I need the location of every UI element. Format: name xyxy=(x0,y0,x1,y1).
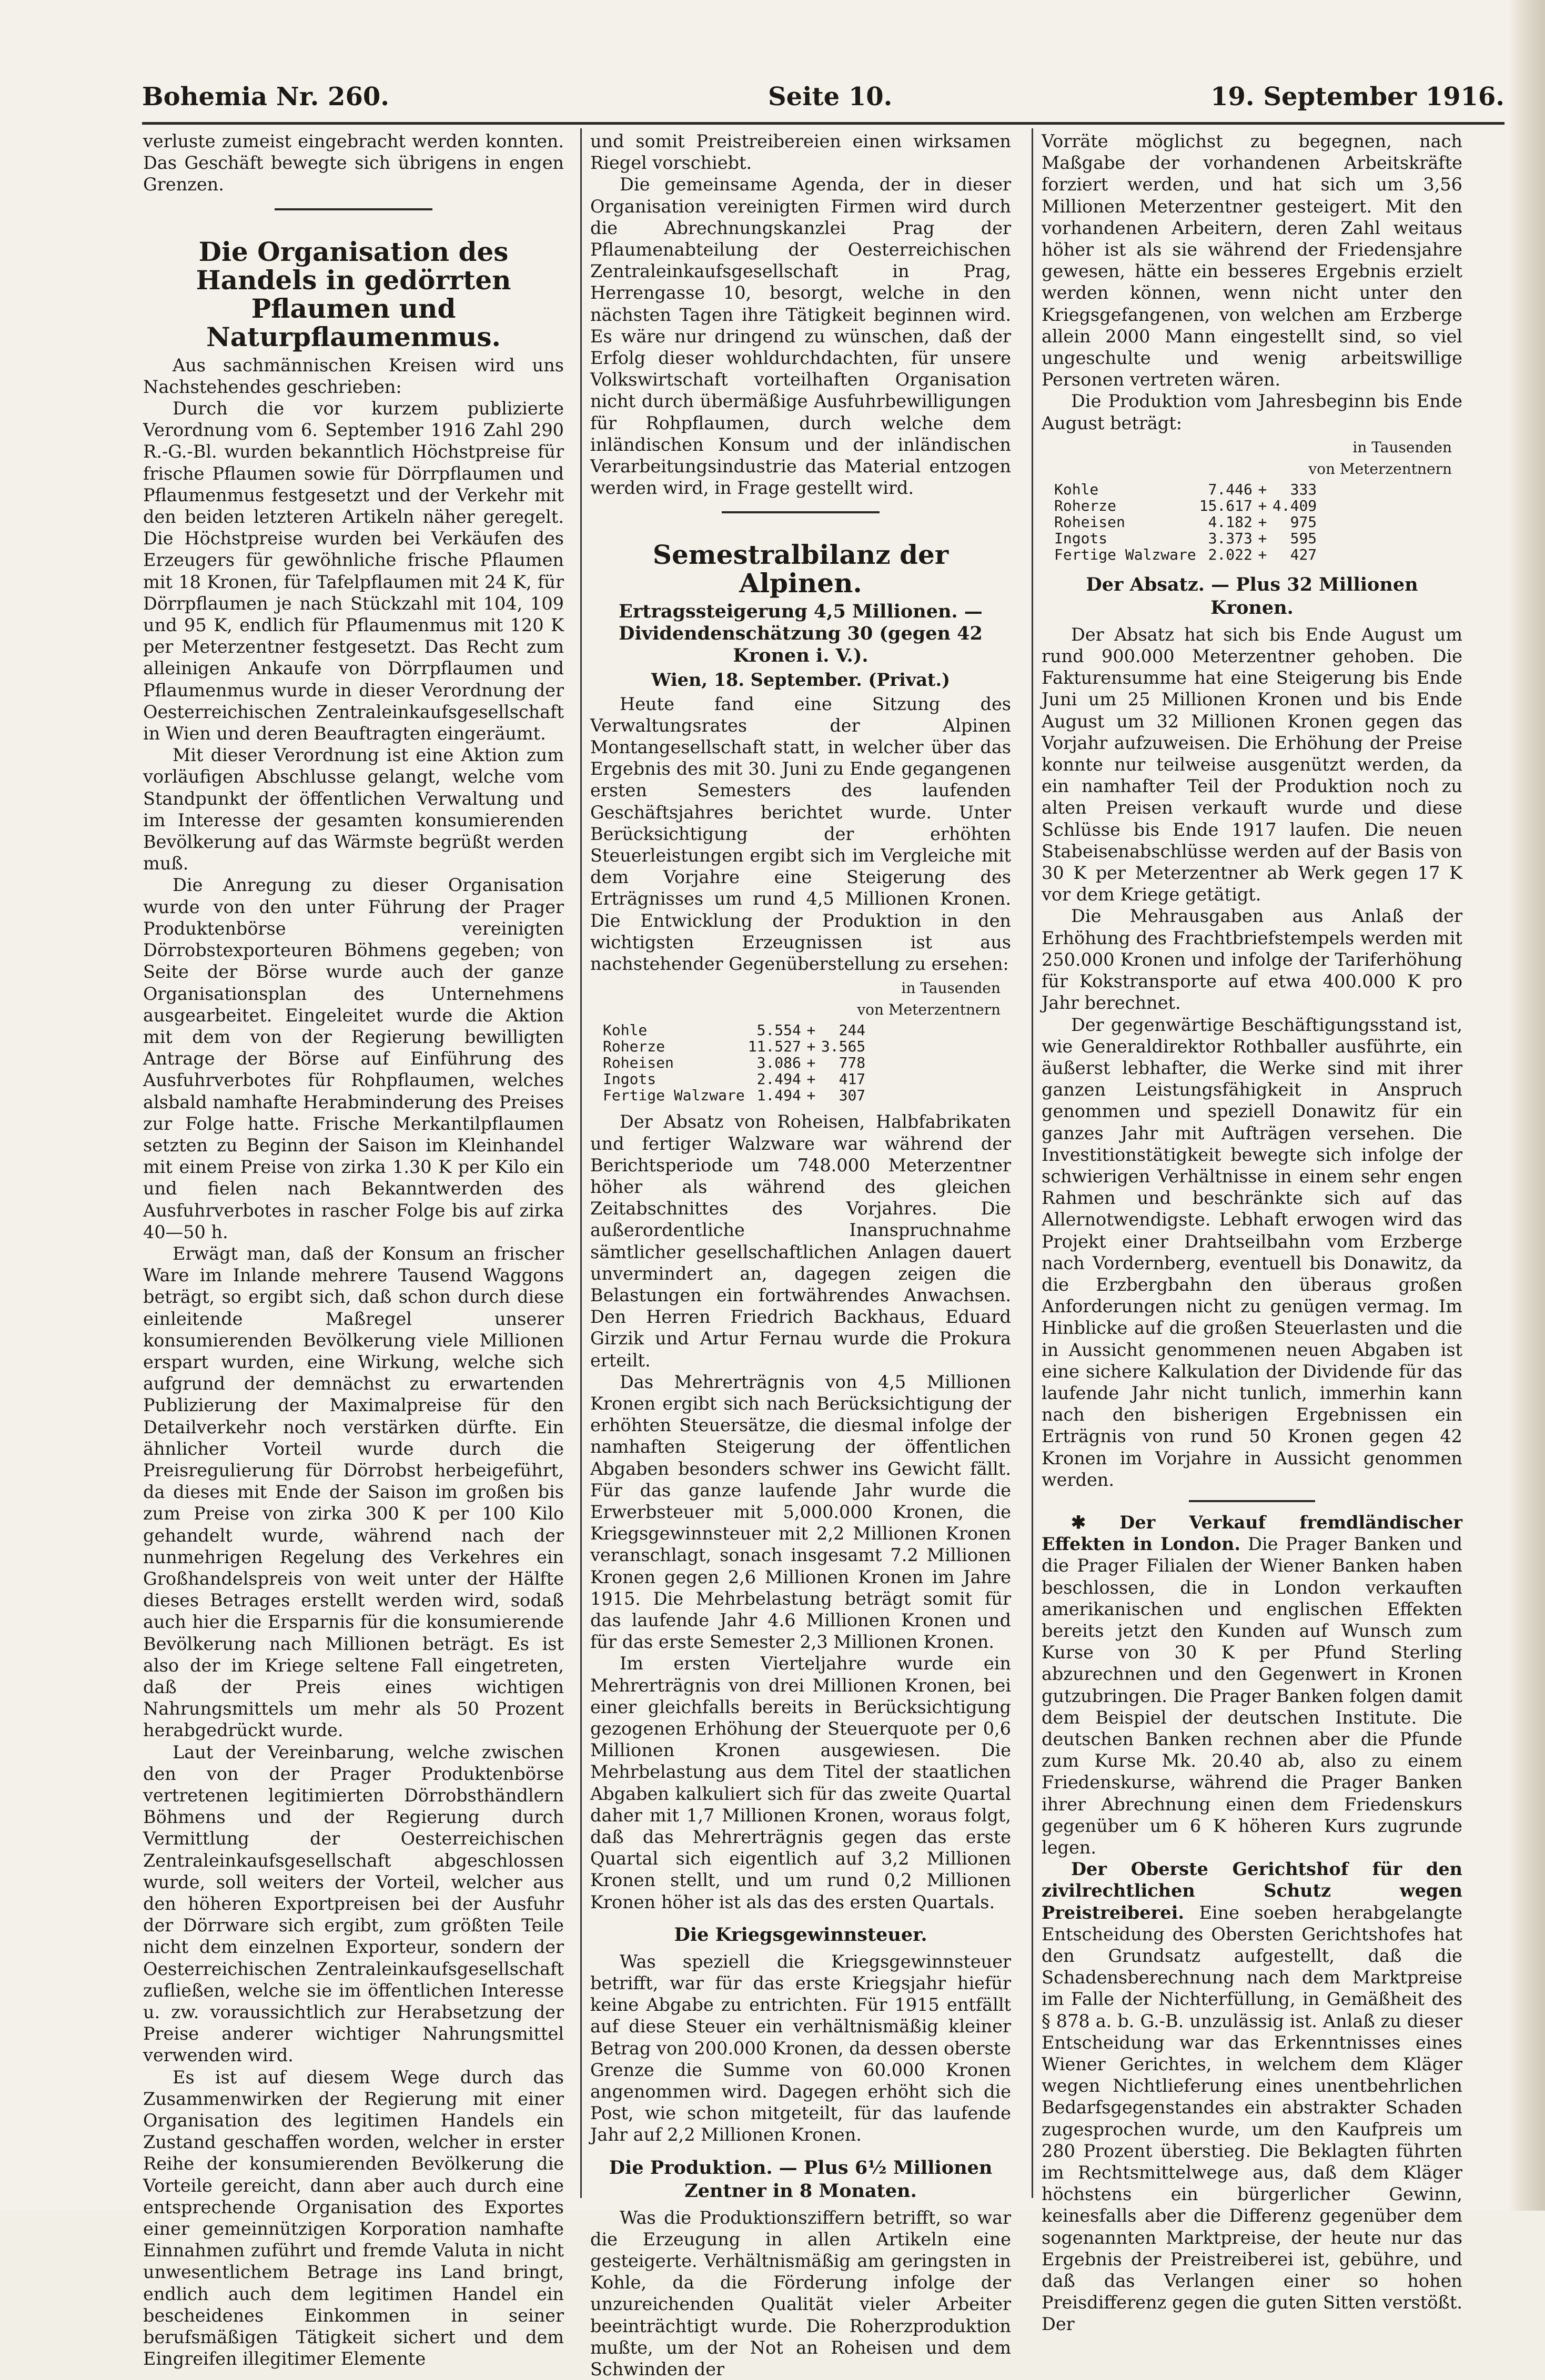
table-item: Kohle xyxy=(603,1021,648,1039)
table-unit-label: von Meterzentnern xyxy=(857,1001,1001,1019)
paragraph: Der Absatz hat sich bis Ende August um rund 900.000 Meterzentner gehoben. Die Fakturensumme hat eine Steigerung bis Ende Juni um 25 Millionen Kronen und bis Ende August um 32 Millionen Kronen gegen das Vorjahr aufzuweisen. Die Erhöhung der Preise konnte nur teilweise ausgenützt werden, da ein namhafter Teil der Produktion noch zu alten Preisen verkauft wurde und diese Schlüsse bis Ende 1917 laufen. Die neuen Stabeisenabschlüsse werden auf der Basis von 30 K per Meterzentner ab Werk gegen 17 K vor dem Kriege getätigt. xyxy=(1042,624,1462,905)
header-date: 19. September 1916. xyxy=(1210,82,1504,112)
table-value: 15.617 xyxy=(1199,497,1253,514)
paragraph: Es ist auf diesem Wege durch das Zusammenwirken der Regierung mit einer Organisation des legitimen Handels ein Zustand geschaffen worden, welcher in erster Reihe der konsumierenden Bevölkerung die Vorteile gereicht, dann aber auch durch eine entsprechende Organisation des Exportes einer gemeinnützigen Korporation namhafte Einnahmen zuführt und fremde Valuta in nicht unwesentlichem Betrage ins Land bringt, endlich auch dem legitimen Handel ein bescheidenes Einkommen in seiner berufsmäßigen Tätigkeit sichert und dem Eingreifen illegitimer Elemente xyxy=(143,2067,564,2369)
header-publication: Bohemia Nr. 260. xyxy=(142,82,389,112)
article-title: Semestralbilanz der Alpinen. xyxy=(652,539,949,599)
section-heading: Der Absatz. — Plus 32 Millionen Kronen. xyxy=(1086,573,1418,619)
table-change: 778 xyxy=(839,1054,866,1072)
article-separator xyxy=(722,511,880,513)
continued-text: Vorräte möglichst zu begegnen, nach Maßgabe der vorhandenen Arbeitskräfte forziert werden, und hat sich um 3,56 Millionen Meterzentner gesteigert. Mit den vorhandenen Arbeitern, deren Zahl weitaus höher ist als sie während der Friedensjahre gewesen, hätte ein besseres Ergebnis erzielt werden können, wenn nicht unter den Kriegsgefangenen, von welchen am Erzberge allein 2000 Mann eingestellt sind, so viel ungeschulte und wenig arbeitswillige Personen vertreten wären. xyxy=(1042,131,1462,390)
paragraph: Was speziell die Kriegsgewinnsteuer betrifft, war für das erste Kriegsjahr hiefür keine Abgabe zu entrichten. Für 1915 entfällt auf diese Steuer ein verhältnismäßig kleiner Betrag von 200.000 Kronen, da dessen oberste Grenze die Summe von 60.000 Kronen angenommen wird. Dagegen erhöht sich die Post, wie schon mitgeteilt, für das laufende Jahr auf 2,2 Millionen Kronen. xyxy=(590,1951,1011,2145)
table-unit-label: in Tausenden xyxy=(1352,438,1452,456)
table-sign: + xyxy=(806,1070,816,1088)
item-text: Die Prager Banken und die Prager Filialen der Wiener Banken haben beschlossen, die in London verkauften amerikanischen und englischen Effekten bereits jetzt den Kunden auf Wunsch zum Kurse von 30 K per Pfund Sterling abzurechnen und den Gegenwert in Kronen gutzubringen. Die Prager Banken folgen damit dem Beispiel der deutschen Institute. Die deutschen Banken rechnen aber die Pfunde zum Kurse Mk. 20.40 ab, also zu einem Friedenskurse, während die Prager Banken ihrer Abrechnung einen dem Friedenskurs gegenüber um 6 K höheren Kurs zugrunde legen. xyxy=(1042,1534,1462,1858)
article-subheading: Ertragssteigerung 4,5 Millionen. — Dividendenschätzung 30 (gegen 42 Kronen i. V.). xyxy=(619,601,983,667)
table-item: Roheisen xyxy=(603,1054,674,1072)
paragraph: Im ersten Vierteljahre wurde ein Mehrerträgnis von drei Millionen Kronen, bei einer gleichfalls bereits in Berücksichtigung gezogenen Erhöhung der Steuerquote per 0,6 Millionen Kronen ausgewiesen. Die Mehrbelastung aus dem Titel der staatlichen Abgaben kalkuliert sich für das zweite Quartal daher mit 1,7 Millionen Kronen, woraus folgt, daß das Mehrerträgnis gegen das erste Quartal sich eigentlich auf 3,2 Millionen Kronen stellt, und um rund 0,2 Millionen Kronen höher ist als das des ersten Quartals. xyxy=(590,1653,1011,1912)
page-edge-shadow xyxy=(1508,0,1545,2211)
table-change: 427 xyxy=(1290,545,1317,563)
table-unit-label: in Tausenden xyxy=(901,979,1001,997)
article-separator xyxy=(275,208,432,210)
dateline: Wien, 18. September. (Privat.) xyxy=(651,670,951,691)
paragraph: Was die Produktionsziffern betrifft, so war die Erzeugung in allen Artikeln eine gesteigerte. Verhältnismäßig am geringsten in Kohle, da die Förderung infolge der unzureichenden Qualität vieler Arbeiter beeinträchtigt wurde. Die Roherzproduktion mußte, um der Not an Roheisen und dem Schwinden der xyxy=(590,2207,1011,2380)
item-lead: ✱ Der Verkauf fremdländischer Effekten in London. xyxy=(1042,1512,1462,1555)
table-item: Fertige Walzware xyxy=(603,1087,745,1105)
table-change: 244 xyxy=(839,1021,866,1039)
paragraph: Die Anregung zu dieser Organisation wurde von den unter Führung der Prager Produktenbörse vereinigten Dörrobstexporteuren Böhmens gegeben; von Seite der Börse wurde auch der ganze Organisationsplan des Unternehmens ausgearbeitet. Eingeleitet wurde die Aktion mit dem von der Regierung bewilligten Antrage der Börse auf Einführung des Ausfuhrverbotes für Rohpflaumen, welches alsbald namhafte Herabminderung des Preises zur Folge hatte. Frische Merkantilpflaumen setzten zu Beginn der Saison im Kleinhandel mit einem Preise von zirka 1.30 K per Kilo ein und fielen nach Bekanntwerden des Ausfuhrverbotes in rascher Folge bis auf zirka 40—50 h. xyxy=(143,875,564,1242)
table-change: 595 xyxy=(1290,529,1317,547)
table-item: Roherze xyxy=(1054,497,1117,514)
item-lead: Der Oberste Gerichtshof für den zivilrechtlichen Schutz wegen Preistreiberei. xyxy=(1042,1859,1462,1923)
table-change: 3.565 xyxy=(821,1038,866,1056)
production-table xyxy=(1054,481,1320,563)
table-value: 7.446 xyxy=(1208,480,1253,498)
table-item: Ingots xyxy=(603,1070,657,1088)
article-separator xyxy=(1189,1500,1315,1502)
continued-text: verluste zumeist eingebracht werden konnten. Das Geschäft bewegte sich übrigens in engen Grenzen. xyxy=(143,131,564,195)
table-change: 333 xyxy=(1290,480,1317,498)
article-title: Die Organisation des Handels in gedörrten Pflaumen und Naturpflaumenmus. xyxy=(196,236,511,352)
table-sign: + xyxy=(1258,513,1267,531)
paragraph: Heute fand eine Sitzung des Verwaltungsrates der Alpinen Montangesellschaft statt, in welcher über das Ergebnis des mit 30. Juni zu Ende gegangenen ersten Semesters des laufenden Geschäftsjahres berichtet wurde. Unter Berücksichtigung der erhöhten Steuerleistungen ergibt sich im Vergleiche mit dem Vorjahre eine Steigerung des Erträgnisses um rund 4,5 Millionen Kronen. Die Entwicklung der Produktion in den wichtigsten Erzeugnissen ist aus nachstehender Gegenüberstellung zu ersehen: xyxy=(590,693,1011,975)
table-row xyxy=(1054,514,1320,530)
column-1 xyxy=(143,130,564,2369)
paragraph: Der gegenwärtige Beschäftigungsstand ist, wie Generaldirektor Rothballer ausführte, ein äußerst lebhafter, die Werke sind mit ihrer ganzen Leistungsfähigkeit in Anspruch genommen und speziell Donawitz für ein ganzes Jahr mit Aufträgen versehen. Die Investitionstätigkeit bewegte sich infolge der schwierigen Verhältnisse in einem sehr engen Rahmen und beschränkte sich auf das Allernotwendigste. Lebhaft erwogen wird das Projekt einer Drahtseilbahn vom Erzberge nach Vordernberg, eventuell bis Donawitz, da die Erzbergbahn den überaus großen Anforderungen nicht zu genügen vermag. Im Hinblicke auf die großen Steuerlasten und die in Aussicht genommenen neuen Abgaben ist eine sichere Kalkulation der Dividende für das laufende Jahr nicht tunlich, immerhin kann nach den bisherigen Ergebnissen ein Erträgnis von rund 50 Kronen gegen 42 Kronen im Vorjahre in Aussicht genommen werden. xyxy=(1042,1014,1462,1490)
table-row xyxy=(603,1087,869,1103)
paragraph: Durch die vor kurzem publizierte Verordnung vom 6. September 1916 Zahl 290 R.-G.-Bl. wurden bekanntlich Höchstpreise für frische Pflaumen sowie für Dörrpflaumen und Pflaumenmus festgesetzt und der Verkehr mit den beiden letzteren Artikeln näher geregelt. Die Höchstpreise wurden bei Verkäufen des Erzeugers für gewöhnliche frische Pflaumen mit 18 Kronen, für Tafelpflaumen mit 24 K, für Dörrpflaumen je nach Stückzahl mit 104, 109 und 95 K, endlich für Pflaumenmus mit 120 K per Meterzentner festgesetzt. Das Recht zum alleinigen Ankaufe von Dörrpflaumen und Pflaumenmus wurde in dieser Verordnung der Oesterreichischen Zentraleinkaufsgesellschaft in Wien und deren Beauftragten eingeräumt. xyxy=(143,398,564,744)
table-sign: + xyxy=(806,1021,816,1039)
paragraph: Mit dieser Verordnung ist eine Aktion zum vorläufigen Abschlusse gelangt, welche vom Standpunkt der öffentlichen Verwaltung und im Interesse der gesamten konsumierenden Bevölkerung auf das Wärmste begrüßt werden muß. xyxy=(143,745,564,874)
table-row xyxy=(603,1071,869,1087)
table-item: Fertige Walzware xyxy=(1054,545,1196,563)
table-unit-label: von Meterzentnern xyxy=(1308,460,1452,478)
table-change: 307 xyxy=(839,1087,866,1105)
item-text: Eine soeben herabgelangte Entscheidung des Obersten Gerichtshofes hat den Grundsatz aufgestellt, daß die Schadensberechnung nach dem Marktpreise im Falle der Nichterfüllung, in Gemäßheit des § 878 a. b. G.-B. unzulässig ist. Anlaß zu dieser Entscheidung war das Erkenntnisses eines Wiener Gerichtes, in welchem dem Kläger wegen Nichtlieferung eines unentbehrlichen Bedarfsgegenstandes ein abstrakter Schaden zugesprochen wurde, um den Kaufpreis um 280 Prozent überstieg. Die Beklagten führten im Rechtsmittelwege aus, daß dem Kläger höchstens ein bürgerlicher Gewinn, keinesfalls aber die Differenz gegenüber dem sogenannten Marktpreise, der heute nur das Ergebnis der Preistreiberei ist, gebühre, und daß das Verlangen einer so hohen Preisdifferenz gegen die guten Sitten verstößt. Der xyxy=(1042,1902,1462,2335)
table-sign: + xyxy=(1258,529,1267,547)
table-value: 3.373 xyxy=(1208,529,1253,547)
table-item: Kohle xyxy=(1054,480,1099,498)
paragraph: Laut der Vereinbarung, welche zwischen den von der Prager Produktenbörse vertretenen legitimierten Dörrobsthändlern Böhmens und der Regierung durch Vermittlung der Oesterreichischen Zentraleinkaufsgesellschaft abgeschlossen wurde, soll weiters der Vorteil, welcher aus den höheren Exportpreisen bei der Ausfuhr der Dörrware sich ergibt, zum größten Teile nicht dem einzelnen Exporteur, sondern der Oesterreichischen Zentraleinkaufsgesellschaft zufließen, welche sie im öffentlichen Interesse u. zw. voraussichtlich zur Herabsetzung der Preise anderer wichtiger Nahrungsmittel verwenden wird. xyxy=(143,1741,564,2066)
table-item: Roheisen xyxy=(1054,513,1125,531)
column-divider xyxy=(580,128,582,2198)
table-change: 4.409 xyxy=(1272,497,1317,514)
table-row xyxy=(1054,481,1320,498)
paragraph: Die gemeinsame Agenda, der in dieser Organisation vereinigten Firmen wird durch die Abrechnungskanzlei Prag der Pflaumenabteilung der Oesterreichischen Zentraleinkaufsgesellschaft in Prag, Herrengasse 10, besorgt, welche in den nächsten Tagen ihre Tätigkeit beginnen wird. Es wäre nur dringend zu wünschen, daß der Erfolg dieser wohldurchdachten, für unsere Volkswirtschaft vorteilhaften Organisation nicht durch übermäßige Ausfuhrbewilligungen für Rohpflaumen, durch welche dem inländischen Konsum und der inländischen Verarbeitungsindustrie das Material entzogen werden wird, in Frage gestellt wird. xyxy=(590,174,1011,499)
paragraph: Das Mehrerträgnis von 4,5 Millionen Kronen ergibt sich nach Berücksichtigung der erhöhten Steuersätze, die diesmal infolge der namhaften Steigerung der öffentlichen Abgaben besonders schwer ins Gewicht fällt. Für das ganze laufende Jahr wurde die Erwerbsteuer mit 5,000.000 Kronen, die Kriegsgewinnsteuer mit 2,2 Millionen Kronen veranschlagt, sonach insgesamt 7.2 Millionen Kronen gegen 2,6 Millionen Kronen im Jahre 1915. Die Mehrbelastung beträgt somit für das laufende Jahr 4.6 Millionen Kronen und für das erste Semester 2,3 Millionen Kronen. xyxy=(590,1371,1011,1653)
header-rule xyxy=(142,122,1504,125)
section-heading: Die Produktion. — Plus 6½ Millionen Zentner in 8 Monaten. xyxy=(609,2156,993,2202)
table-value: 2.494 xyxy=(756,1070,801,1088)
table-value: 2.022 xyxy=(1208,545,1253,563)
table-row xyxy=(1054,530,1320,546)
table-row xyxy=(1054,498,1320,514)
table-value: 4.182 xyxy=(1208,513,1253,531)
paragraph: Erwägt man, daß der Konsum an frischer Ware im Inlande mehrere Tausend Waggons beträgt, so ergibt sich, daß schon durch diese einleitende Maßregel unserer konsumierenden Bevölkerung viele Millionen erspart wurden, eine Wirkung, welche sich aufgrund der demnächst zu erwartenden Publizierung der Maximalpreise für den Detailverkehr noch verstärken dürfte. Ein ähnlicher Vorteil wurde durch die Preisregulierung für Dörrobst herbeigeführt, da dieses mit Ende der Saison im großen bis zum Preise von zirka 300 K per 100 Kilo gehandelt wurde, während nach der nunmehrigen Regelung des Verkehres ein Großhandelspreis von weit unter der Hälfte dieses Betrages erstellt werden wird, sodaß auch hier die Ersparnis für die konsumierende Bevölkerung nach Millionen beträgt. Es ist also der im Kriege seltene Fall eingetreten, daß der Preis eines wichtigen Nahrungsmittels um mehr als 50 Prozent herabgedrückt wurde. xyxy=(143,1243,564,1741)
paragraph: Die Produktion vom Jahresbeginn bis Ende August beträgt: xyxy=(1042,391,1462,433)
paragraph: Der Absatz von Roheisen, Halbfabrikaten und fertiger Walzware war während der Berichtsperiode um 748.000 Meterzentner höher als während des gleichen Zeitabschnittes des Vorjahres. Die außerordentliche Inanspruchnahme sämtlicher gesellschaftlichen Anlagen dauert unvermindert an, dagegen zeigen die Belastungen ein fortwährendes Anwachsen. Den Herren Friedrich Backhaus, Eduard Girzik und Artur Fernau wurde die Prokura erteilt. xyxy=(590,1111,1011,1371)
page-header xyxy=(142,78,1504,115)
section-heading: Die Kriegsgewinnsteuer. xyxy=(674,1923,927,1946)
table-sign: + xyxy=(806,1038,816,1056)
table-sign: + xyxy=(806,1087,816,1105)
table-value: 11.527 xyxy=(748,1038,801,1056)
column-3 xyxy=(1042,130,1462,2335)
table-sign: + xyxy=(1258,497,1267,514)
paragraph: Aus sachmännischen Kreisen wird uns Nachstehendes geschrieben: xyxy=(143,355,564,397)
header-page-number: Seite 10. xyxy=(768,82,893,112)
table-value: 1.494 xyxy=(756,1087,801,1105)
column-divider xyxy=(1032,128,1033,2198)
production-table xyxy=(603,1022,869,1103)
table-row xyxy=(603,1022,869,1038)
paragraph xyxy=(1042,1858,1462,2335)
table-row xyxy=(603,1055,869,1071)
table-sign: + xyxy=(1258,480,1267,498)
column-2 xyxy=(590,130,1011,2380)
table-change: 975 xyxy=(1290,513,1317,531)
table-item: Roherze xyxy=(603,1038,665,1056)
table-value: 3.086 xyxy=(756,1054,801,1072)
table-value: 5.554 xyxy=(756,1021,801,1039)
table-row xyxy=(603,1038,869,1055)
paragraph xyxy=(1042,1512,1462,1858)
table-change: 417 xyxy=(839,1070,866,1088)
continued-text: und somit Preistreibereien einen wirksamen Riegel vorschiebt. xyxy=(590,131,1011,174)
table-sign: + xyxy=(806,1054,816,1072)
paragraph: Die Mehrausgaben aus Anlaß der Erhöhung des Frachtbriefstempels werden mit 250.000 Kronen und infolge der Tariferhöhung für Kokstransporte auf etwa 400.000 K pro Jahr berechnet. xyxy=(1042,906,1462,1014)
table-sign: + xyxy=(1258,545,1267,563)
table-item: Ingots xyxy=(1054,529,1108,547)
table-row xyxy=(1054,546,1320,563)
